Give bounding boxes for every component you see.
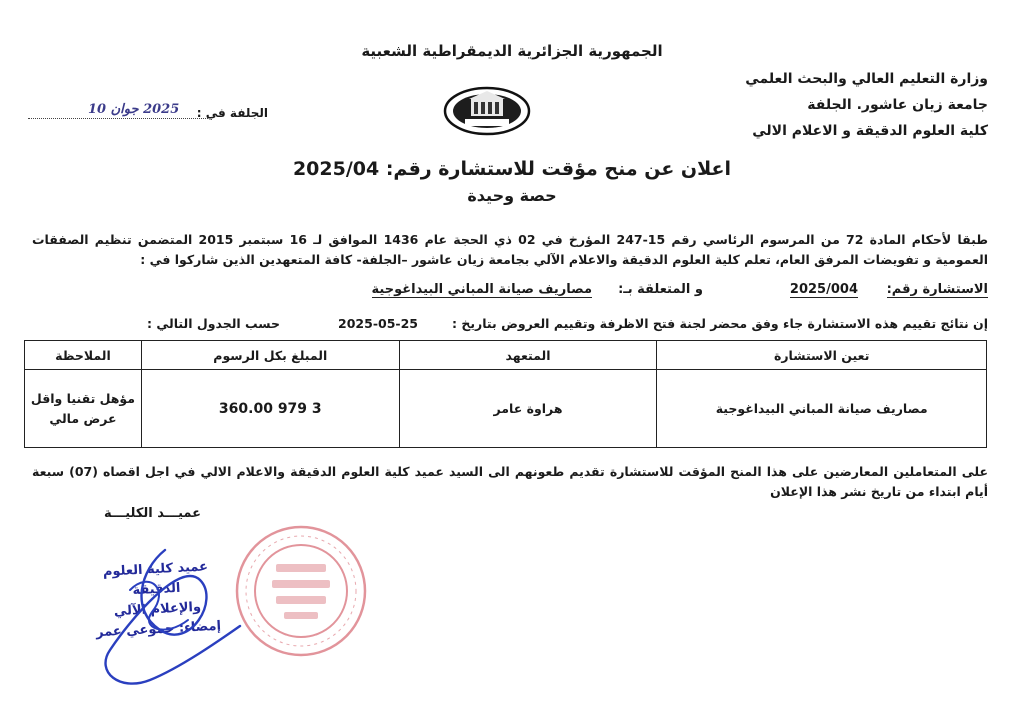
faculty-line: كلية العلوم الدقيقة و الاعلام الالي <box>752 123 988 139</box>
header-note: الملاحظة <box>25 341 142 370</box>
stamp-line: عميد كلية العلوم الدقيقة <box>102 559 209 599</box>
related-label: و المتعلقة بـ: <box>618 282 703 297</box>
header-amount: المبلغ بكل الرسوم <box>141 341 399 370</box>
cell-note: مؤهل تقنيا واقل عرض مالي <box>25 370 142 448</box>
city-date-label: الجلفة في : <box>196 106 268 120</box>
consultation-label: الاستشارة رقم: <box>886 282 988 297</box>
results-row <box>32 316 988 336</box>
cell-bidder: هراوة عامر <box>399 370 657 448</box>
results-text: إن نتائج تقييم هذه الاستشارة جاء وفق محضر لجنة فتح الاظرفة وتقييم العروض بتاريخ : <box>451 316 988 331</box>
date-dotted-line <box>28 118 208 119</box>
announcement-title: اعلان عن منح مؤقت للاستشارة رقم: 2025/04 <box>292 158 732 180</box>
republic-header: الجمهورية الجزائرية الديمقراطية الشعبية <box>361 42 663 60</box>
results-table <box>24 340 987 448</box>
table-header-row <box>25 341 987 370</box>
announcement-subtitle: حصة وحيدة <box>467 186 557 205</box>
cell-amount: 3 979 360.00 <box>141 370 399 448</box>
header-consultation: تعين الاستشارة <box>657 341 987 370</box>
stamp-line: إمضاء: جموعي عمر <box>95 618 222 641</box>
results-after: حسب الجدول التالي : <box>147 316 280 331</box>
university-line: جامعة زيان عاشور. الجلفة <box>807 97 988 113</box>
appeal-notice: على المتعاملين المعارضين على هذا المنح المؤقت للاستشارة تقديم طعونهم الى السيد عميد كلية العلوم الدقيقة والاعلام الالي في اجل اقصاه (07) سبعة أيام ابتداء من تاريخ نشر هذا الإعلان <box>32 464 988 499</box>
handwritten-signature-icon <box>70 530 260 700</box>
intro-paragraph: طبقا لأحكام المادة 72 من المرسوم الرئاسي رقم 15-247 المؤرخ في 02 ذي الحجة عام 1436 الموافق لـ 16 سبتمبر 2015 المتضمن تنظيم الصفقات العمومية و تفويضات المرفق العام، تعلم كلية العلوم الدقيقة والاعلام الآلي بجامعة زيان عاشور –الجلفة- كافة المتعهدين الذين شاركوا في : <box>32 232 989 267</box>
handwritten-date: 2025 جوان 10 <box>88 102 180 117</box>
cell-consultation: مصاريف صيانة المباني البيداغوجية <box>657 370 987 448</box>
ministry-block <box>745 66 988 144</box>
results-date: 2025-05-25 <box>338 316 418 331</box>
stamp-line: والإعلام الآلي <box>113 599 202 620</box>
university-logo-icon <box>443 86 531 136</box>
consultation-row <box>32 282 988 306</box>
table-row <box>25 370 987 448</box>
consultation-number: 2025/004 <box>789 282 858 297</box>
ministry-line: وزارة التعليم العالي والبحث العلمي <box>745 71 988 87</box>
header-bidder: المتعهد <box>399 341 657 370</box>
consultation-subject: مصاريف صيانة المباني البيداغوجية <box>371 282 592 297</box>
dean-title: عميـــد الكليـــة <box>104 506 201 521</box>
